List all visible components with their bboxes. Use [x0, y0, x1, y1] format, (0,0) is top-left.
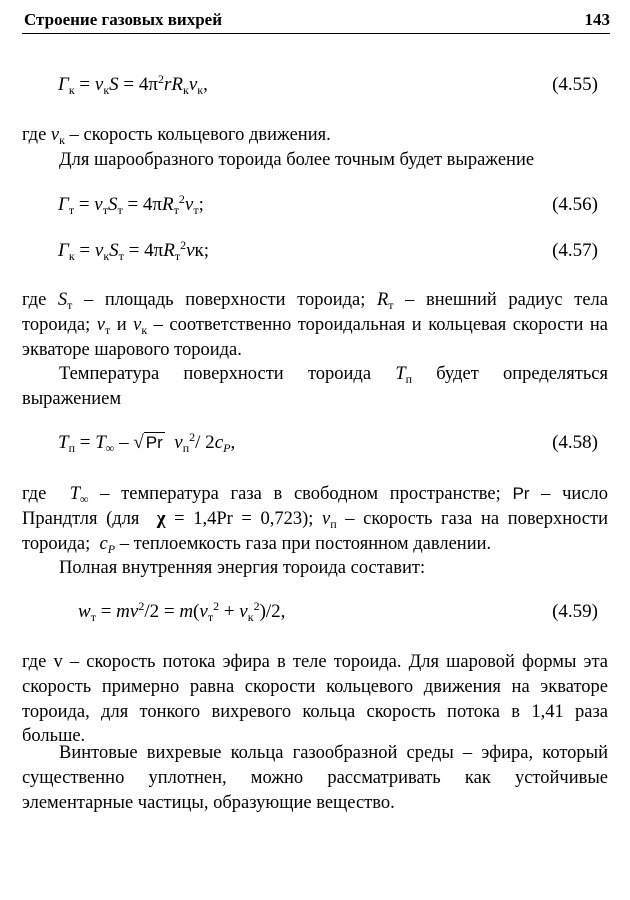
equation-number: (4.56): [552, 194, 598, 215]
equation-number: (4.58): [552, 432, 598, 453]
paragraph-3: где $S_т$ – площадь поверхности тороида; $R_т$ – внешний радиус тела тороида; $v_т$ и $v_к$ – соответственно тороидальная и кольцевая скорости на экваторе шарового тороида.: [22, 290, 608, 360]
chapter-title: Строение газовых вихрей: [24, 10, 222, 29]
paragraph-5: где $T_\infty$ – температура газа в свободном пространстве; Pr – число Прандтля (для χ = 1,4Pr = 0,723); $v_п$ – скорость газа на поверхности тороида; $c_P$ – теплоемкость газа при постоянном давлении.: [22, 484, 608, 556]
equation-body: $Г_к = v_кS_т = 4\pi R_т^2vк$;: [58, 238, 210, 263]
paragraph-8: Винтовые вихревые кольца газообразной среды – эфира, который существенно уплотнен, можно рассматривать как устойчивые элементарные частицы, образующие вещество.: [22, 743, 608, 813]
equation-body: $T_п = T_\infty$ – √ Pr $v_п^2/$ $2c_P$,: [58, 430, 236, 455]
equation-body: $Г_к = v_кS = 4\pi^2rR_кv_к$,: [58, 72, 208, 97]
paragraph-6: Полная внутренняя энергия тороида составит:: [59, 558, 426, 578]
paragraph-4: Температура поверхности тороида $T_п$ будет определяться выражением: [22, 364, 608, 409]
running-header: [22, 10, 610, 32]
equation-number: (4.57): [552, 240, 598, 261]
equation-4-59: [78, 601, 598, 627]
equation-4-58: [58, 432, 598, 458]
paragraph-7: где v – скорость потока эфира в теле тороида. Для шаровой формы эта скорость примерно равна скорости кольцевого движения на экваторе тороида, для тонкого вихревого кольца скорость потока в 1,41 раза больше.: [22, 652, 608, 747]
equation-body: $w_т = mv^2/2 = m(v_т^2 + v_к^2)/2$,: [78, 599, 286, 624]
paragraph-2: Для шарообразного тороида более точным будет выражение: [59, 150, 535, 170]
page-number: 143: [584, 10, 610, 29]
equation-number: (4.59): [552, 601, 598, 622]
equation-body: $Г_т = v_тS_т = 4\pi R_т^2v_т$;: [58, 192, 204, 217]
equation-4-57: [58, 240, 598, 266]
paragraph-1: где $v_к$ – скорость кольцевого движения.: [22, 125, 331, 147]
equation-4-55: [58, 74, 598, 100]
equation-4-56: [58, 194, 598, 220]
header-rule: [22, 33, 610, 34]
equation-number: (4.55): [552, 74, 598, 95]
